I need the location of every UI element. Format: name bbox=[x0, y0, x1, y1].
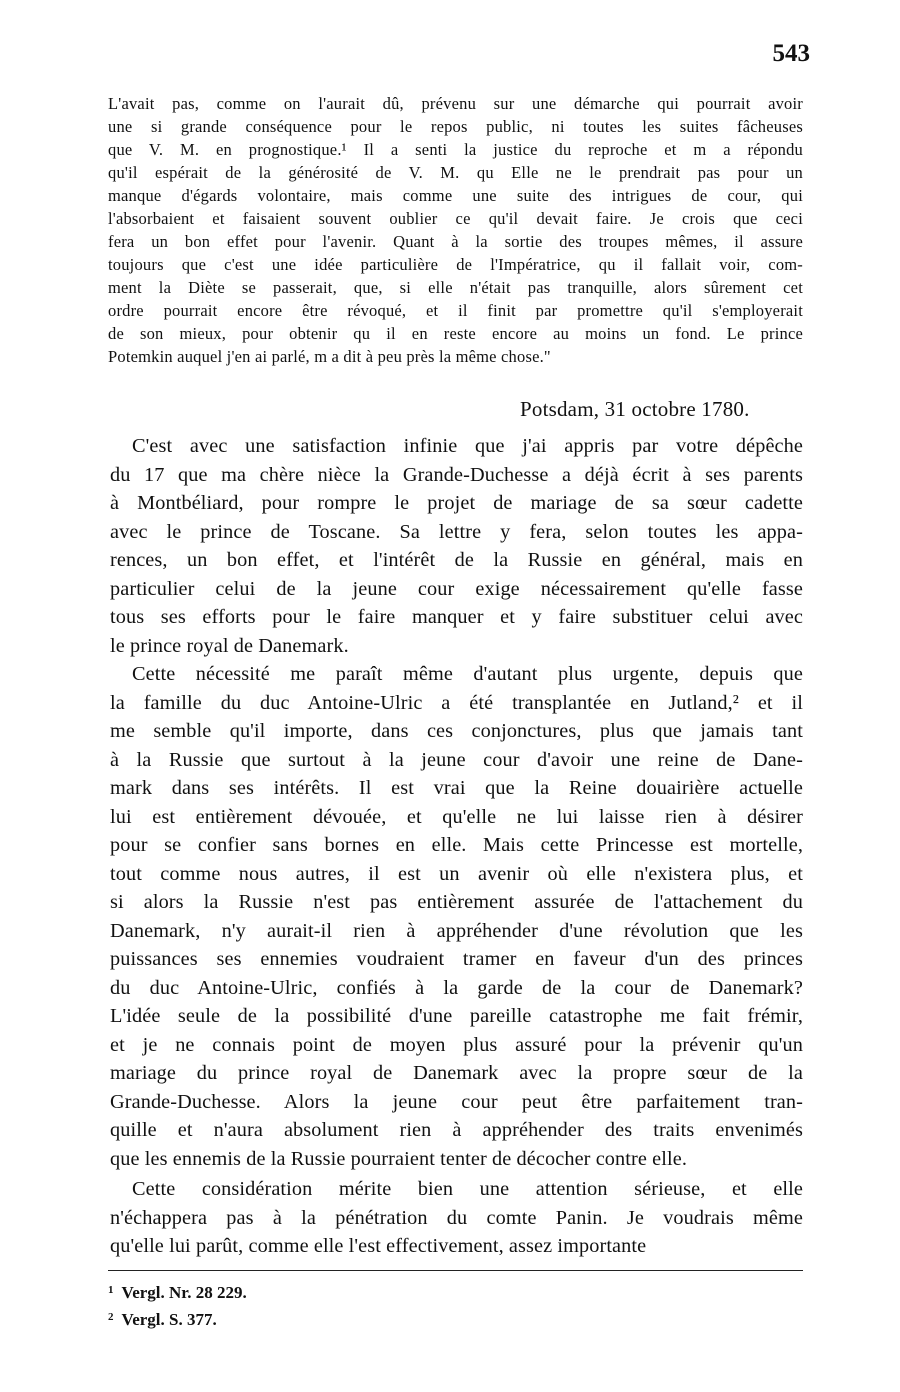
text-line: lui est entièrement dévouée, et qu'elle ne lui laisse rien à désirer bbox=[110, 805, 803, 828]
text-line: L'avait pas, comme on l'aurait dû, prévenu sur une démarche qui pourrait avoir bbox=[108, 94, 803, 113]
text-line: mark dans ses intérêts. Il est vrai que la Reine douairière actuelle bbox=[110, 777, 803, 799]
text-line: ordre pourrait encore être révoqué, et il finit par promettre qu'il s'employerait bbox=[108, 301, 803, 320]
footnote-rule bbox=[108, 1270, 803, 1271]
page-number: 543 bbox=[772, 40, 810, 67]
footnote-text: Vergl. S. 377. bbox=[121, 1310, 217, 1329]
text-line: que V. M. en prognostique.¹ Il a senti la justice du reproche et m a répondu bbox=[108, 140, 803, 159]
text-line: rences, un bon effet, et l'intérêt de la Russie en général, mais en bbox=[110, 549, 803, 571]
text-line: pour se confier sans bornes en elle. Mais cette Princesse est mortelle, bbox=[110, 834, 803, 856]
letter-end-block bbox=[108, 92, 803, 368]
paragraph-2 bbox=[110, 660, 803, 1173]
paragraph-1 bbox=[110, 432, 803, 660]
text-line: à Montbéliard, pour rompre le projet de mariage de sa sœur cadette bbox=[110, 492, 803, 514]
text-line: ment la Diète se passerait, que, si elle n'était pas tranquille, alors sûrement cet bbox=[108, 278, 803, 297]
text-line: si alors la Russie n'est pas entièrement assurée de l'attachement du bbox=[110, 891, 803, 913]
text-line: une si grande conséquence pour le repos public, ni toutes les suites fâcheuses bbox=[108, 117, 803, 136]
text-line: à la Russie que surtout à la jeune cour d'avoir une reine de Dane- bbox=[110, 748, 803, 771]
text-line: C'est avec une satisfaction infinie que j'ai appris par votre dépêche bbox=[132, 435, 803, 457]
text-line: le prince royal de Danemark. bbox=[110, 634, 349, 657]
text-line: de son mieux, pour obtenir qu il en reste encore au moins un fond. Le prince bbox=[108, 324, 803, 343]
text-line: mariage du prince royal de Danemark avec la propre sœur de la bbox=[110, 1062, 803, 1084]
text-line: fera un bon effet pour l'avenir. Quant à la sortie des troupes mêmes, il assure bbox=[108, 232, 803, 251]
text-line: Grande-Duchesse. Alors la jeune cour peut être parfaitement tran- bbox=[110, 1090, 803, 1113]
text-line: quille et n'aura absolument rien à appréhender des traits envenimés bbox=[110, 1119, 803, 1141]
text-line: avec le prince de Toscane. Sa lettre y fera, selon toutes les appa- bbox=[110, 520, 803, 543]
text-line: que les ennemis de la Russie pourraient tenter de décocher contre elle. bbox=[110, 1147, 687, 1170]
footnote-1 bbox=[108, 1278, 247, 1305]
text-line: L'idée seule de la possibilité d'une pareille catastrophe me fait frémir, bbox=[110, 1005, 803, 1027]
footnote-text: Vergl. Nr. 28 229. bbox=[121, 1283, 247, 1302]
text-line: n'échappera pas à la pénétration du comte Panin. Je voudrais même bbox=[110, 1206, 803, 1229]
footnote-marker: 2 bbox=[108, 1311, 114, 1323]
text-line: Cette considération mérite bien une attention sérieuse, et elle bbox=[132, 1178, 803, 1200]
text-line: toujours que c'est une idée particulière de l'Impératrice, qu il fallait voir, com- bbox=[108, 255, 803, 274]
paragraph-3 bbox=[110, 1175, 803, 1261]
text-line: du duc Antoine-Ulric, confiés à la garde de la cour de Danemark? bbox=[110, 976, 803, 999]
text-line: puissances ses ennemies voudraient tramer en faveur d'un des princes bbox=[110, 948, 803, 970]
text-line: Danemark, n'y aurait-il rien à appréhender d'une révolution que les bbox=[110, 919, 803, 942]
text-line: Potemkin auquel j'en ai parlé, m a dit à peu près la même chose." bbox=[108, 347, 551, 366]
footnote-2 bbox=[108, 1305, 247, 1332]
dateline: Potsdam, 31 octobre 1780. bbox=[520, 397, 750, 421]
text-line: la famille du duc Antoine-Ulric a été transplantée en Jutland,² et il bbox=[110, 691, 803, 714]
text-line: et je ne connais point de moyen plus assuré pour la prévenir qu'un bbox=[110, 1033, 803, 1056]
text-line: tout comme nous autres, il est un avenir où elle n'existera plus, et bbox=[110, 862, 803, 885]
text-line: du 17 que ma chère nièce la Grande-Duchesse a déjà écrit à ses parents bbox=[110, 463, 803, 486]
text-line: me semble qu'il importe, dans ces conjonctures, plus que jamais tant bbox=[110, 720, 803, 742]
text-line: qu'elle lui parût, comme elle l'est effectivement, assez importante bbox=[110, 1235, 647, 1257]
text-line: Cette nécessité me paraît même d'autant plus urgente, depuis que bbox=[132, 663, 803, 685]
text-line: tous ses efforts pour le faire manquer et y faire substituer celui avec bbox=[110, 606, 803, 628]
text-line: l'absorbaient et faisaient souvent oublier ce qu'il devait faire. Je crois que ceci bbox=[108, 209, 803, 228]
text-line: particulier celui de la jeune cour exige nécessairement qu'elle fasse bbox=[110, 577, 803, 600]
footnote-marker: 1 bbox=[108, 1284, 114, 1296]
text-line: manque d'égards volontaire, mais comme une suite des intrigues de cour, qui bbox=[108, 186, 803, 205]
footnotes bbox=[108, 1278, 247, 1332]
text-line: qu'il espérait de la générosité de V. M. qu Elle ne le prendrait pas pour un bbox=[108, 163, 803, 182]
